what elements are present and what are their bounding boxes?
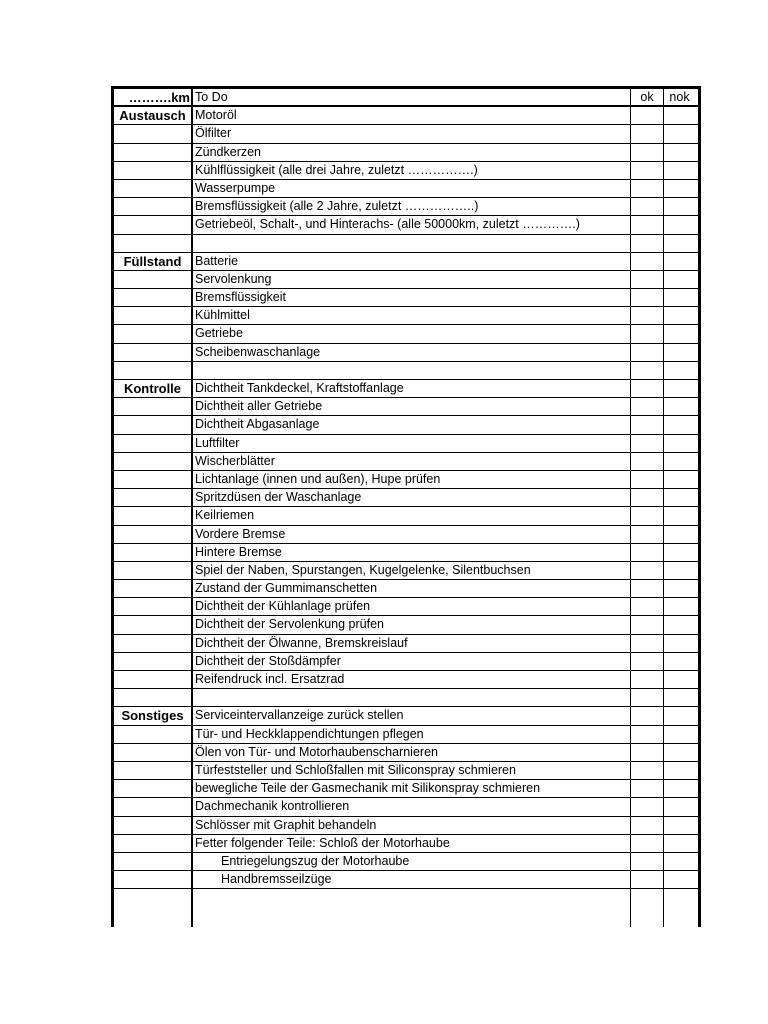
ok-checkbox-cell[interactable] xyxy=(631,707,664,724)
nok-checkbox-cell[interactable] xyxy=(664,598,695,615)
category-cell xyxy=(114,216,193,233)
nok-checkbox-cell[interactable] xyxy=(664,453,695,470)
ok-checkbox-cell[interactable] xyxy=(631,598,664,615)
nok-checkbox-cell[interactable] xyxy=(664,889,695,927)
task-cell: Zündkerzen xyxy=(193,144,631,161)
category-cell xyxy=(114,598,193,615)
ok-checkbox-cell[interactable] xyxy=(631,107,664,124)
category-label: Austausch xyxy=(114,107,193,124)
table-row xyxy=(114,653,698,671)
nok-checkbox-cell[interactable] xyxy=(664,726,695,743)
category-cell xyxy=(114,562,193,579)
category-cell xyxy=(114,125,193,142)
task-cell: Dachmechanik kontrollieren xyxy=(193,798,631,815)
table-row xyxy=(114,398,698,416)
ok-checkbox-cell[interactable] xyxy=(631,162,664,179)
table-row xyxy=(114,616,698,634)
category-cell xyxy=(114,616,193,633)
ok-checkbox-cell[interactable] xyxy=(631,762,664,779)
nok-checkbox-cell[interactable] xyxy=(664,653,695,670)
ok-checkbox-cell[interactable] xyxy=(631,562,664,579)
category-cell xyxy=(114,471,193,488)
task-cell: Türfeststeller und Schloßfallen mit Siliconspray schmieren xyxy=(193,762,631,779)
nok-checkbox-cell[interactable] xyxy=(664,871,695,888)
task-cell: Dichtheit der Stoßdämpfer xyxy=(193,653,631,670)
ok-checkbox-cell[interactable] xyxy=(631,689,664,706)
category-cell xyxy=(114,289,193,306)
nok-checkbox-cell[interactable] xyxy=(664,744,695,761)
category-cell xyxy=(114,198,193,215)
table-header-row xyxy=(114,89,698,107)
task-cell: Scheibenwaschanlage xyxy=(193,344,631,361)
ok-checkbox-cell[interactable] xyxy=(631,235,664,252)
table-row-empty-trailing xyxy=(114,889,698,927)
task-cell: Handbremsseilzüge xyxy=(193,871,631,888)
nok-checkbox-cell[interactable] xyxy=(664,507,695,524)
category-cell xyxy=(114,853,193,870)
task-cell: Vordere Bremse xyxy=(193,526,631,543)
ok-checkbox-cell[interactable] xyxy=(631,817,664,834)
category-label: Sonstiges xyxy=(114,707,193,724)
nok-checkbox-cell[interactable] xyxy=(664,762,695,779)
nok-checkbox-cell[interactable] xyxy=(664,289,695,306)
ok-checkbox-cell[interactable] xyxy=(631,125,664,142)
category-cell xyxy=(114,325,193,342)
task-cell: Dichtheit aller Getriebe xyxy=(193,398,631,415)
ok-checkbox-cell[interactable] xyxy=(631,380,664,397)
category-cell xyxy=(114,744,193,761)
ok-checkbox-cell[interactable] xyxy=(631,835,664,852)
category-cell xyxy=(114,453,193,470)
nok-checkbox-cell[interactable] xyxy=(664,635,695,652)
category-cell xyxy=(114,235,193,252)
task-cell: Fetter folgender Teile: Schloß der Motorhaube xyxy=(193,835,631,852)
task-cell: Tür- und Heckklappendichtungen pflegen xyxy=(193,726,631,743)
ok-checkbox-cell[interactable] xyxy=(631,635,664,652)
task-cell: Wischerblätter xyxy=(193,453,631,470)
nok-checkbox-cell[interactable] xyxy=(664,380,695,397)
task-cell: Reifendruck incl. Ersatzrad xyxy=(193,671,631,688)
table-row xyxy=(114,689,698,707)
ok-checkbox-cell[interactable] xyxy=(631,416,664,433)
table-row xyxy=(114,562,698,580)
task-cell: Ölfilter xyxy=(193,125,631,142)
nok-checkbox-cell[interactable] xyxy=(664,216,695,233)
table-body xyxy=(114,107,698,889)
nok-checkbox-cell[interactable] xyxy=(664,162,695,179)
category-cell xyxy=(114,435,193,452)
category-cell xyxy=(114,580,193,597)
nok-checkbox-cell[interactable] xyxy=(664,362,695,379)
category-cell xyxy=(114,689,193,706)
nok-checkbox-cell[interactable] xyxy=(664,125,695,142)
table-row xyxy=(114,162,698,180)
table-row xyxy=(114,489,698,507)
task-cell: Batterie xyxy=(193,253,631,270)
table-row xyxy=(114,271,698,289)
task-cell: Schlösser mit Graphit behandeln xyxy=(193,817,631,834)
nok-checkbox-cell[interactable] xyxy=(664,271,695,288)
table-row xyxy=(114,707,698,725)
task-cell: Ölen von Tür- und Motorhaubenscharnieren xyxy=(193,744,631,761)
task-cell: Dichtheit der Ölwanne, Bremskreislauf xyxy=(193,635,631,652)
ok-checkbox-cell[interactable] xyxy=(631,780,664,797)
category-label: Füllstand xyxy=(114,253,193,270)
category-cell xyxy=(114,817,193,834)
nok-checkbox-cell[interactable] xyxy=(664,416,695,433)
ok-checkbox-cell[interactable] xyxy=(631,344,664,361)
table-row xyxy=(114,289,698,307)
table-row xyxy=(114,380,698,398)
ok-checkbox-cell[interactable] xyxy=(631,653,664,670)
category-cell xyxy=(114,671,193,688)
table-row xyxy=(114,307,698,325)
table-row xyxy=(114,216,698,234)
nok-checkbox-cell[interactable] xyxy=(664,616,695,633)
ok-header: ok xyxy=(631,89,664,105)
table-row xyxy=(114,344,698,362)
nok-checkbox-cell[interactable] xyxy=(664,398,695,415)
nok-checkbox-cell[interactable] xyxy=(664,707,695,724)
ok-checkbox-cell[interactable] xyxy=(631,271,664,288)
ok-checkbox-cell[interactable] xyxy=(631,726,664,743)
ok-checkbox-cell[interactable] xyxy=(631,507,664,524)
table-row xyxy=(114,235,698,253)
task-cell: Bremsflüssigkeit (alle 2 Jahre, zuletzt ……………..) xyxy=(193,198,631,215)
nok-checkbox-cell[interactable] xyxy=(664,253,695,270)
category-cell xyxy=(114,798,193,815)
task-cell: Dichtheit Abgasanlage xyxy=(193,416,631,433)
nok-checkbox-cell[interactable] xyxy=(664,671,695,688)
table-row xyxy=(114,435,698,453)
nok-checkbox-cell[interactable] xyxy=(664,144,695,161)
ok-checkbox-cell[interactable] xyxy=(631,526,664,543)
nok-checkbox-cell[interactable] xyxy=(664,780,695,797)
category-cell xyxy=(114,162,193,179)
category-cell xyxy=(114,653,193,670)
category-cell xyxy=(114,362,193,379)
nok-checkbox-cell[interactable] xyxy=(664,471,695,488)
table-row xyxy=(114,798,698,816)
nok-checkbox-cell[interactable] xyxy=(664,562,695,579)
nok-header: nok xyxy=(669,90,690,104)
task-cell: Kühlflüssigkeit (alle drei Jahre, zuletzt …………….) xyxy=(193,162,631,179)
category-cell xyxy=(114,544,193,561)
maintenance-checklist-table xyxy=(111,86,701,927)
category-label: Kontrolle xyxy=(114,380,193,397)
task-cell: Spritzdüsen der Waschanlage xyxy=(193,489,631,506)
ok-checkbox-cell[interactable] xyxy=(631,544,664,561)
category-cell xyxy=(114,180,193,197)
table-row xyxy=(114,144,698,162)
ok-checkbox-cell[interactable] xyxy=(631,362,664,379)
task-cell: Spiel der Naben, Spurstangen, Kugelgelenke, Silentbuchsen xyxy=(193,562,631,579)
table-row xyxy=(114,325,698,343)
task-cell: Hintere Bremse xyxy=(193,544,631,561)
task-cell: Dichtheit Tankdeckel, Kraftstoffanlage xyxy=(193,380,631,397)
km-header: ……….km xyxy=(114,89,193,105)
task-cell: Zustand der Gummimanschetten xyxy=(193,580,631,597)
table-row xyxy=(114,853,698,871)
table-row xyxy=(114,180,698,198)
category-cell xyxy=(114,144,193,161)
ok-checkbox-cell[interactable] xyxy=(631,471,664,488)
table-row xyxy=(114,598,698,616)
category-cell xyxy=(114,507,193,524)
task-cell xyxy=(193,889,631,927)
nok-checkbox-cell[interactable] xyxy=(664,198,695,215)
task-cell xyxy=(193,235,631,252)
table-row xyxy=(114,362,698,380)
ok-checkbox-cell[interactable] xyxy=(631,216,664,233)
task-cell: Lichtanlage (innen und außen), Hupe prüfen xyxy=(193,471,631,488)
table-row xyxy=(114,125,698,143)
task-cell: Keilriemen xyxy=(193,507,631,524)
task-cell: Servolenkung xyxy=(193,271,631,288)
table-row xyxy=(114,471,698,489)
ok-checkbox-cell[interactable] xyxy=(631,889,664,927)
table-row xyxy=(114,107,698,125)
category-cell xyxy=(114,762,193,779)
category-cell xyxy=(114,726,193,743)
task-cell: Entriegelungszug der Motorhaube xyxy=(193,853,631,870)
nok-checkbox-cell[interactable] xyxy=(664,853,695,870)
ok-checkbox-cell[interactable] xyxy=(631,744,664,761)
ok-checkbox-cell[interactable] xyxy=(631,398,664,415)
task-cell: Motoröl xyxy=(193,107,631,124)
table-row xyxy=(114,835,698,853)
task-cell: Kühlmittel xyxy=(193,307,631,324)
nok-checkbox-cell[interactable] xyxy=(664,107,695,124)
task-cell: Dichtheit der Servolenkung prüfen xyxy=(193,616,631,633)
nok-checkbox-cell[interactable] xyxy=(664,580,695,597)
table-row xyxy=(114,635,698,653)
nok-checkbox-cell[interactable] xyxy=(664,344,695,361)
category-cell xyxy=(114,307,193,324)
task-cell: Dichtheit der Kühlanlage prüfen xyxy=(193,598,631,615)
ok-checkbox-cell[interactable] xyxy=(631,671,664,688)
task-cell: Bremsflüssigkeit xyxy=(193,289,631,306)
task-cell: Serviceintervallanzeige zurück stellen xyxy=(193,707,631,724)
table-row xyxy=(114,453,698,471)
category-cell xyxy=(114,271,193,288)
ok-checkbox-cell[interactable] xyxy=(631,325,664,342)
table-row xyxy=(114,726,698,744)
table-row xyxy=(114,544,698,562)
table-row xyxy=(114,198,698,216)
nok-checkbox-cell[interactable] xyxy=(664,817,695,834)
category-cell xyxy=(114,344,193,361)
table-row xyxy=(114,253,698,271)
nok-checkbox-cell[interactable] xyxy=(664,526,695,543)
ok-checkbox-cell[interactable] xyxy=(631,289,664,306)
ok-checkbox-cell[interactable] xyxy=(631,871,664,888)
table-row xyxy=(114,507,698,525)
category-cell xyxy=(114,871,193,888)
ok-checkbox-cell[interactable] xyxy=(631,853,664,870)
nok-checkbox-cell[interactable] xyxy=(664,544,695,561)
task-cell xyxy=(193,689,631,706)
ok-checkbox-cell[interactable] xyxy=(631,198,664,215)
ok-checkbox-cell[interactable] xyxy=(631,580,664,597)
nok-checkbox-cell[interactable] xyxy=(664,180,695,197)
nok-checkbox-cell[interactable] xyxy=(664,307,695,324)
task-cell: Luftfilter xyxy=(193,435,631,452)
table-row xyxy=(114,871,698,889)
task-cell: Getriebe xyxy=(193,325,631,342)
category-cell xyxy=(114,889,193,927)
ok-checkbox-cell[interactable] xyxy=(631,798,664,815)
nok-checkbox-cell[interactable] xyxy=(664,489,695,506)
ok-checkbox-cell[interactable] xyxy=(631,144,664,161)
table-row xyxy=(114,580,698,598)
todo-header: To Do xyxy=(193,89,631,105)
category-cell xyxy=(114,635,193,652)
table-row xyxy=(114,762,698,780)
table-row xyxy=(114,780,698,798)
table-row xyxy=(114,671,698,689)
nok-checkbox-cell[interactable] xyxy=(664,835,695,852)
task-cell: Wasserpumpe xyxy=(193,180,631,197)
ok-checkbox-cell[interactable] xyxy=(631,307,664,324)
ok-checkbox-cell[interactable] xyxy=(631,253,664,270)
category-cell xyxy=(114,835,193,852)
table-row xyxy=(114,817,698,835)
ok-checkbox-cell[interactable] xyxy=(631,489,664,506)
ok-checkbox-cell[interactable] xyxy=(631,616,664,633)
table-row xyxy=(114,526,698,544)
task-cell xyxy=(193,362,631,379)
ok-checkbox-cell[interactable] xyxy=(631,453,664,470)
nok-checkbox-cell[interactable] xyxy=(664,798,695,815)
category-cell xyxy=(114,489,193,506)
category-cell xyxy=(114,526,193,543)
task-cell: bewegliche Teile der Gasmechanik mit Silikonspray schmieren xyxy=(193,780,631,797)
category-cell xyxy=(114,780,193,797)
nok-checkbox-cell[interactable] xyxy=(664,435,695,452)
task-cell: Getriebeöl, Schalt-, und Hinterachs- (alle 50000km, zuletzt ………….) xyxy=(193,216,631,233)
table-row xyxy=(114,744,698,762)
nok-checkbox-cell[interactable] xyxy=(664,325,695,342)
table-row xyxy=(114,416,698,434)
ok-checkbox-cell[interactable] xyxy=(631,435,664,452)
category-cell xyxy=(114,398,193,415)
nok-checkbox-cell[interactable] xyxy=(664,235,695,252)
category-cell xyxy=(114,416,193,433)
ok-checkbox-cell[interactable] xyxy=(631,180,664,197)
nok-checkbox-cell[interactable] xyxy=(664,689,695,706)
